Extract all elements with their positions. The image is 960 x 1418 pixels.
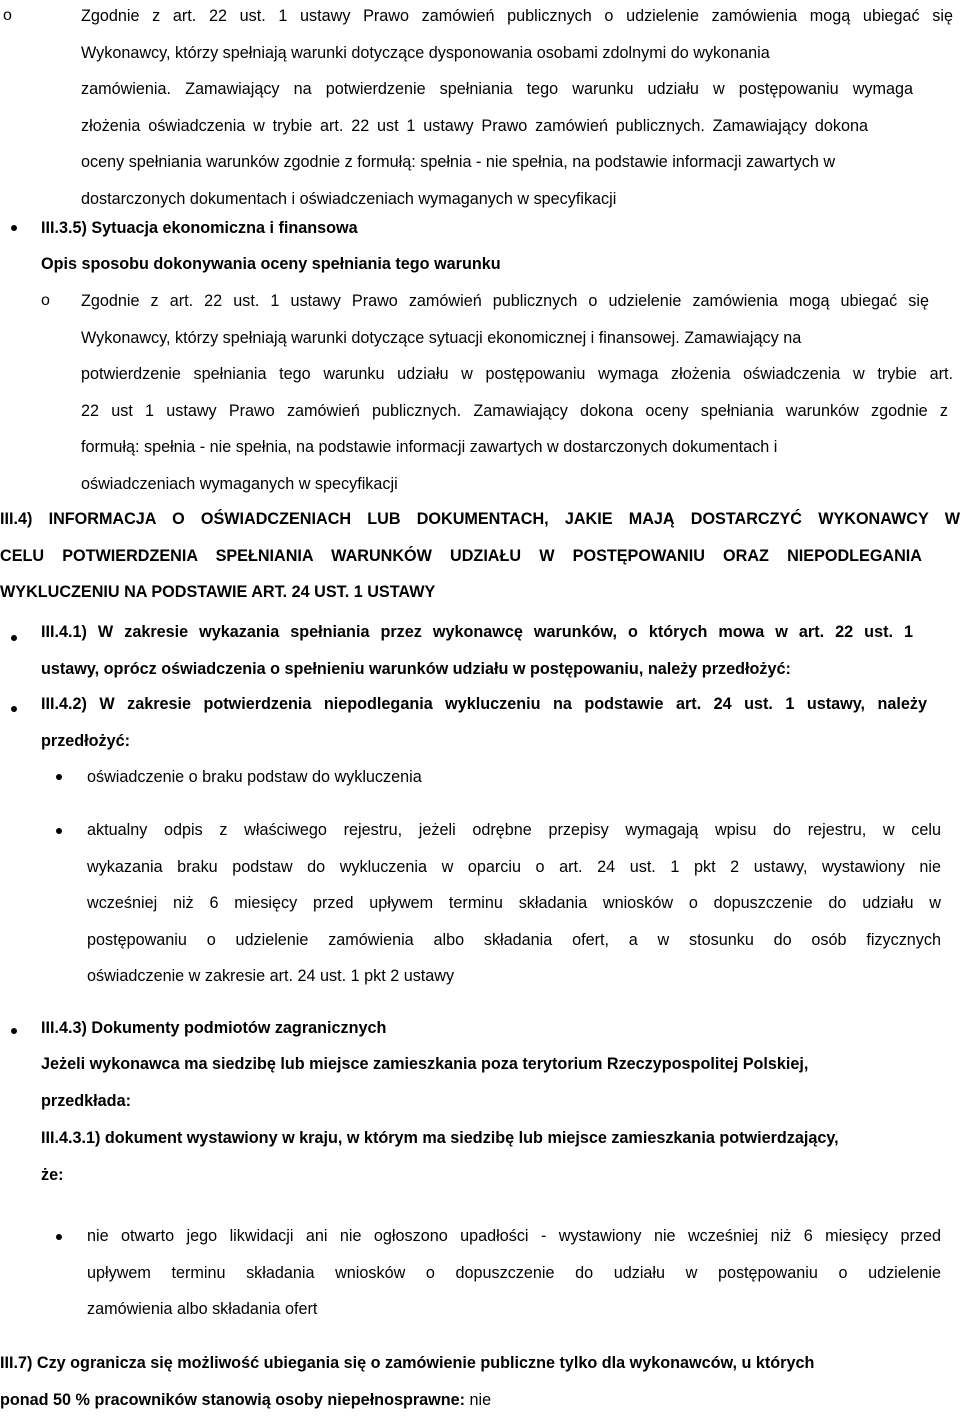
- paragraph-line: oświadczeniach wymaganych w specyfikacji: [81, 466, 953, 503]
- section-heading-iii-3-5: III.3.5) Sytuacja ekonomiczna i finansowa: [41, 210, 358, 247]
- paragraph-line: zamówienia albo składania ofert: [87, 1291, 941, 1328]
- paragraph-line: nie otwarto jego likwidacji ani nie ogłoszono upadłości - wystawiony nie wcześniej niż 6 miesięcy przed: [87, 1218, 941, 1255]
- list-item-iii-4-3: III.4.3) Dokumenty podmiotów zagranicznych: [41, 1010, 386, 1047]
- paragraph-line: 22 ust 1 ustawy Prawo zamówień publicznych. Zamawiający dokona oceny spełniania warunków zgodnie z: [81, 393, 948, 430]
- section-iii-7: [0, 1345, 960, 1418]
- section-subheading: Opis sposobu dokonywania oceny spełniania tego warunku: [41, 246, 501, 283]
- bullet-disc: [11, 225, 17, 231]
- paragraph-line: Wykonawcy, którzy spełniają warunki dotyczące sytuacji ekonomicznej i finansowej. Zamawiający na: [81, 320, 953, 357]
- paragraph-line: upływem terminu składania wniosków o dopuszczenie do udziału w postępowaniu o udzielenie: [87, 1255, 941, 1292]
- paragraph-line: wykazania braku podstaw do wykluczenia w oparciu o art. 24 ust. 1 pkt 2 ustawy, wystawiony nie: [87, 849, 941, 886]
- paragraph-line: III.4.3.1) dokument wystawiony w kraju, w którym ma siedzibę lub miejsce zamieszkania potwierdzający,: [41, 1120, 951, 1157]
- paragraph-line: potwierdzenie spełniania tego warunku udziału w postępowaniu wymaga złożenia oświadczenia w trybie art.: [81, 356, 953, 393]
- bullet-disc: [11, 706, 17, 712]
- paragraph-line: że:: [41, 1157, 951, 1194]
- bullet-disc: [11, 635, 17, 641]
- paragraph-line: zamówienia. Zamawiający na potwierdzenie spełniania tego warunku udziału w postępowaniu wymaga: [81, 71, 913, 108]
- foreign-entities-intro: [41, 1046, 921, 1119]
- list-item-no-liquidation: [87, 1218, 941, 1328]
- sub-item-iii-4-3-1: [41, 1120, 951, 1193]
- heading-line: III.4) INFORMACJA O OŚWIADCZENIACH LUB DOKUMENTACH, JAKIE MAJĄ DOSTARCZYĆ WYKONAWCY W: [0, 501, 960, 538]
- heading-line: WYKLUCZENIU NA PODSTAWIE ART. 24 UST. 1 USTAWY: [0, 574, 960, 611]
- paragraph-line: III.4.1) W zakresie wykazania spełniania przez wykonawcę warunków, o których mowa w art. 22 ust. 1: [41, 614, 913, 651]
- paragraph-line: złożenia oświadczenia w trybie art. 22 ust 1 ustawy Prawo zamówień publicznych. Zamawiający dokona: [81, 108, 868, 145]
- list-item-no-exclusion-statement: oświadczenie o braku podstaw do wykluczenia: [87, 759, 422, 796]
- paragraph-line: przedłożyć:: [41, 723, 931, 760]
- paragraph-line: oświadczenie w zakresie art. 24 ust. 1 pkt 2 ustawy: [87, 958, 941, 995]
- paragraph-line: postępowaniu o udzielenie zamówienia albo składania ofert, a w stosunku do osób fizycznych: [87, 922, 941, 959]
- bullet-disc: [11, 1028, 17, 1034]
- heading-line: CELU POTWIERDZENIA SPEŁNIANIA WARUNKÓW UDZIAŁU W POSTĘPOWANIU ORAZ NIEPODLEGANIA: [0, 538, 922, 575]
- paragraph-line: Zgodnie z art. 22 ust. 1 ustawy Prawo zamówień publicznych o udzielenie zamówienia mogą ubiegać się: [81, 283, 929, 320]
- section-heading-iii-4: [0, 501, 960, 611]
- paragraph-line: Wykonawcy, którzy spełniają warunki dotyczące dysponowania osobami zdolnymi do wykonania: [81, 35, 953, 72]
- paragraph-line: ustawy, oprócz oświadczenia o spełnieniu warunków udziału w postępowaniu, należy przedłożyć:: [41, 651, 921, 688]
- question-line-answer: [0, 1382, 960, 1418]
- paragraph-line: formułą: spełnia - nie spełnia, na podstawie informacji zawartych w dostarczonych dokumentach i: [81, 429, 953, 466]
- paragraph-line: Jeżeli wykonawca ma siedzibę lub miejsce zamieszkania poza terytorium Rzeczypospolitej Polskiej,: [41, 1046, 921, 1083]
- answer-value: nie: [470, 1391, 492, 1409]
- list-marker-circle: o: [41, 283, 81, 320]
- bullet-disc: [56, 1234, 62, 1240]
- list-item-iii-4-2: [41, 686, 931, 759]
- list-marker-circle: o: [3, 0, 43, 35]
- question-text: ponad 50 % pracowników stanowią osoby niepełnosprawne:: [0, 1391, 465, 1409]
- paragraph-line: oceny spełniania warunków zgodnie z formułą: spełnia - nie spełnia, na podstawie informacji zawartych w: [81, 144, 953, 181]
- paragraph-line: przedkłada:: [41, 1083, 921, 1120]
- paragraph-line: III.4.2) W zakresie potwierdzenia niepodlegania wykluczeniu na podstawie art. 24 ust. 1 ustawy, należy: [41, 686, 927, 723]
- list-item-register-extract: [87, 812, 941, 995]
- bullet-disc: [56, 828, 62, 834]
- paragraph-line: wcześniej niż 6 miesięcy przed upływem terminu składania wniosków o dopuszczenie do udziału w: [87, 885, 941, 922]
- bullet-disc: [56, 774, 62, 780]
- paragraph-line: aktualny odpis z właściwego rejestru, jeżeli odrębne przepisy wymagają wpisu do rejestru, w celu: [87, 812, 941, 849]
- paragraph-line: Zgodnie z art. 22 ust. 1 ustawy Prawo zamówień publicznych o udzielenie zamówienia mogą ubiegać się: [81, 0, 953, 35]
- paragraph-line: dostarczonych dokumentach i oświadczeniach wymaganych w specyfikacji: [81, 181, 953, 218]
- list-item-iii-4-1: [41, 614, 921, 687]
- question-line: III.7) Czy ogranicza się możliwość ubiegania się o zamówienie publiczne tylko dla wykonawców, u których: [0, 1345, 960, 1382]
